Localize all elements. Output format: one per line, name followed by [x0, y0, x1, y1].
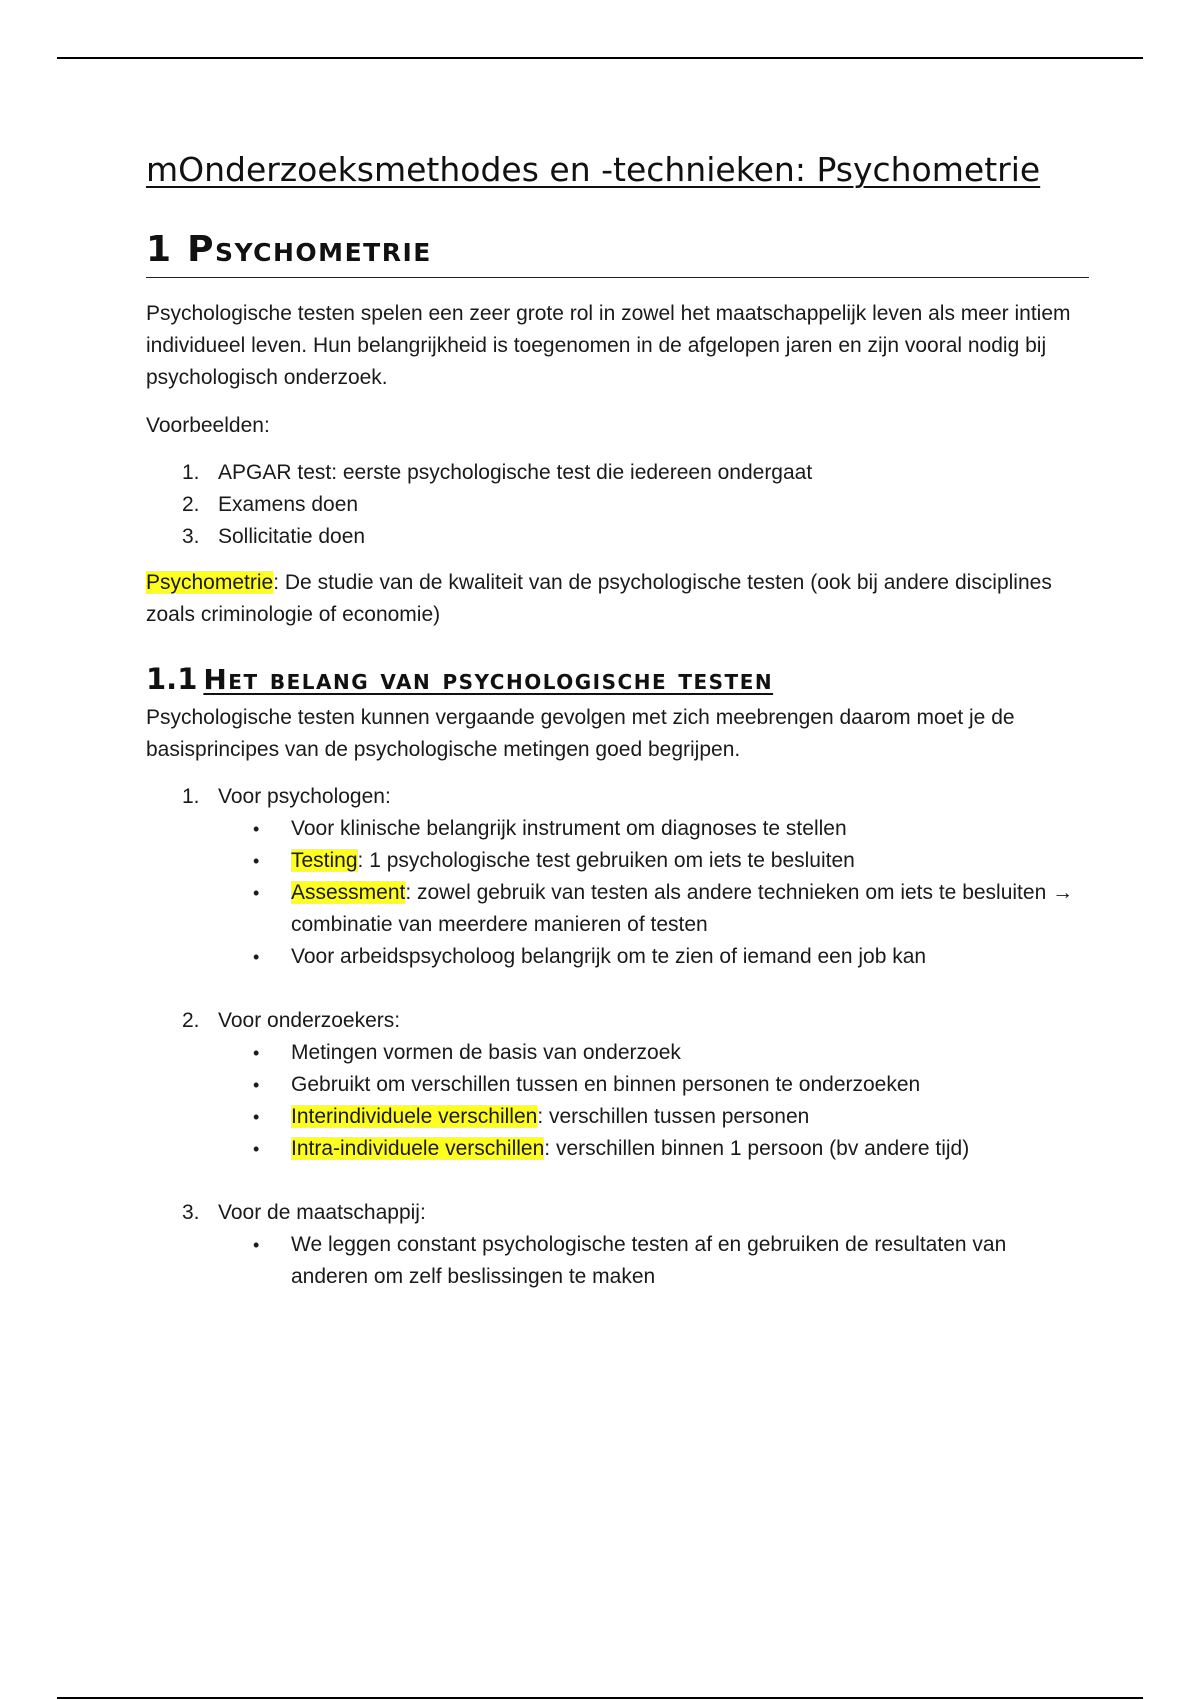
- highlighted-term: Assessment: [291, 881, 406, 904]
- bullet-item: • Metingen vormen de basis van onderzoek: [253, 1041, 681, 1064]
- section-1-1-heading: [146, 661, 1089, 698]
- document-body: [146, 145, 1089, 1293]
- bullet-item: • Testing: 1 psychologische test gebruiken om iets te besluiten: [253, 849, 855, 872]
- section-title: Psychometrie: [187, 229, 432, 270]
- section-1-intro: Psychologische testen spelen een zeer grote rol in zowel het maatschappelijk leven als meer intiem individueel leven. Hun belangrijkheid is toegenomen in de afgelopen jaren en zijn vooral nodig bij psychologisch onderzoek.: [146, 302, 1071, 389]
- subsection-title: Het belang van psychologische testen: [203, 663, 774, 696]
- bullet-item: • Assessment: zowel gebruik van testen als andere technieken om iets te besluiten → combinatie van meerdere manieren of testen: [253, 881, 1074, 936]
- bullet-list: [218, 1037, 1089, 1165]
- psychometrie-definition: Psychometrie: De studie van de kwaliteit van de psychologische testen (ook bij andere disciplines zoals criminologie of economie): [146, 571, 1052, 626]
- list-item-maatschappij: 3. Voor de maatschappij: • We leggen constant psychologische testen af en gebruiken de resultaten van anderen om zelf beslissingen te maken: [146, 1197, 1089, 1293]
- highlighted-term: Interindividuele verschillen: [291, 1105, 538, 1128]
- page-bottom-rule: [57, 1697, 1143, 1699]
- bullet-item: • Voor arbeidspsycholoog belangrijk om te zien of iemand een job kan: [253, 945, 927, 968]
- section-1-heading: [146, 227, 1089, 278]
- importance-list: [146, 781, 1089, 1293]
- bullet-item: • Voor klinische belangrijk instrument om diagnoses te stellen: [253, 817, 847, 840]
- bullet-item: • We leggen constant psychologische testen af en gebruiken de resultaten van anderen om zelf beslissingen te maken: [253, 1233, 1007, 1288]
- list-item: 2. Examens doen: [182, 493, 359, 516]
- bullet-list: [218, 1229, 1089, 1293]
- highlighted-term: Psychometrie: [146, 571, 274, 594]
- document-title: mOnderzoeksmethodes en -technieken: Psychometrie: [146, 150, 1041, 189]
- section-number: 1: [146, 229, 172, 270]
- examples-list: [146, 457, 1089, 553]
- examples-label: Voorbeelden:: [146, 414, 270, 437]
- list-item-onderzoekers: 2. Voor onderzoekers: • Metingen vormen de basis van onderzoek • Gebruikt om verschillen tussen en binnen personen te onderzoeken • Interindividuele verschillen: verschillen tussen personen • Intra-individuele verschillen: verschillen binnen 1 persoon (bv andere tijd): [146, 1005, 1089, 1165]
- subsection-number: 1.1: [146, 662, 198, 696]
- bullet-item: • Interindividuele verschillen: verschillen tussen personen: [253, 1105, 810, 1128]
- list-item-psychologen: 1. Voor psychologen: • Voor klinische belangrijk instrument om diagnoses te stellen • Testing: 1 psychologische test gebruiken om iets te besluiten • Assessment: zowel gebruik van testen als andere technieken om iets te besluiten → combinatie van meerdere manieren of testen • Voor arbeidspsycholoog belangrijk om te zien of iemand een job kan: [146, 781, 1089, 973]
- list-item: 3. Sollicitatie doen: [182, 525, 366, 548]
- page-top-rule: [57, 57, 1143, 59]
- bullet-item: • Gebruikt om verschillen tussen en binnen personen te onderzoeken: [253, 1073, 921, 1096]
- list-item: 1. APGAR test: eerste psychologische test die iedereen ondergaat: [182, 461, 813, 484]
- highlighted-term: Intra-individuele verschillen: [291, 1137, 545, 1160]
- highlighted-term: Testing: [291, 849, 358, 872]
- bullet-item: • Intra-individuele verschillen: verschillen binnen 1 persoon (bv andere tijd): [253, 1137, 970, 1160]
- bullet-list: [218, 813, 1089, 973]
- section-1-1-intro: Psychologische testen kunnen vergaande gevolgen met zich meebrengen daarom moet je de basisprincipes van de psychologische metingen goed begrijpen.: [146, 706, 1015, 761]
